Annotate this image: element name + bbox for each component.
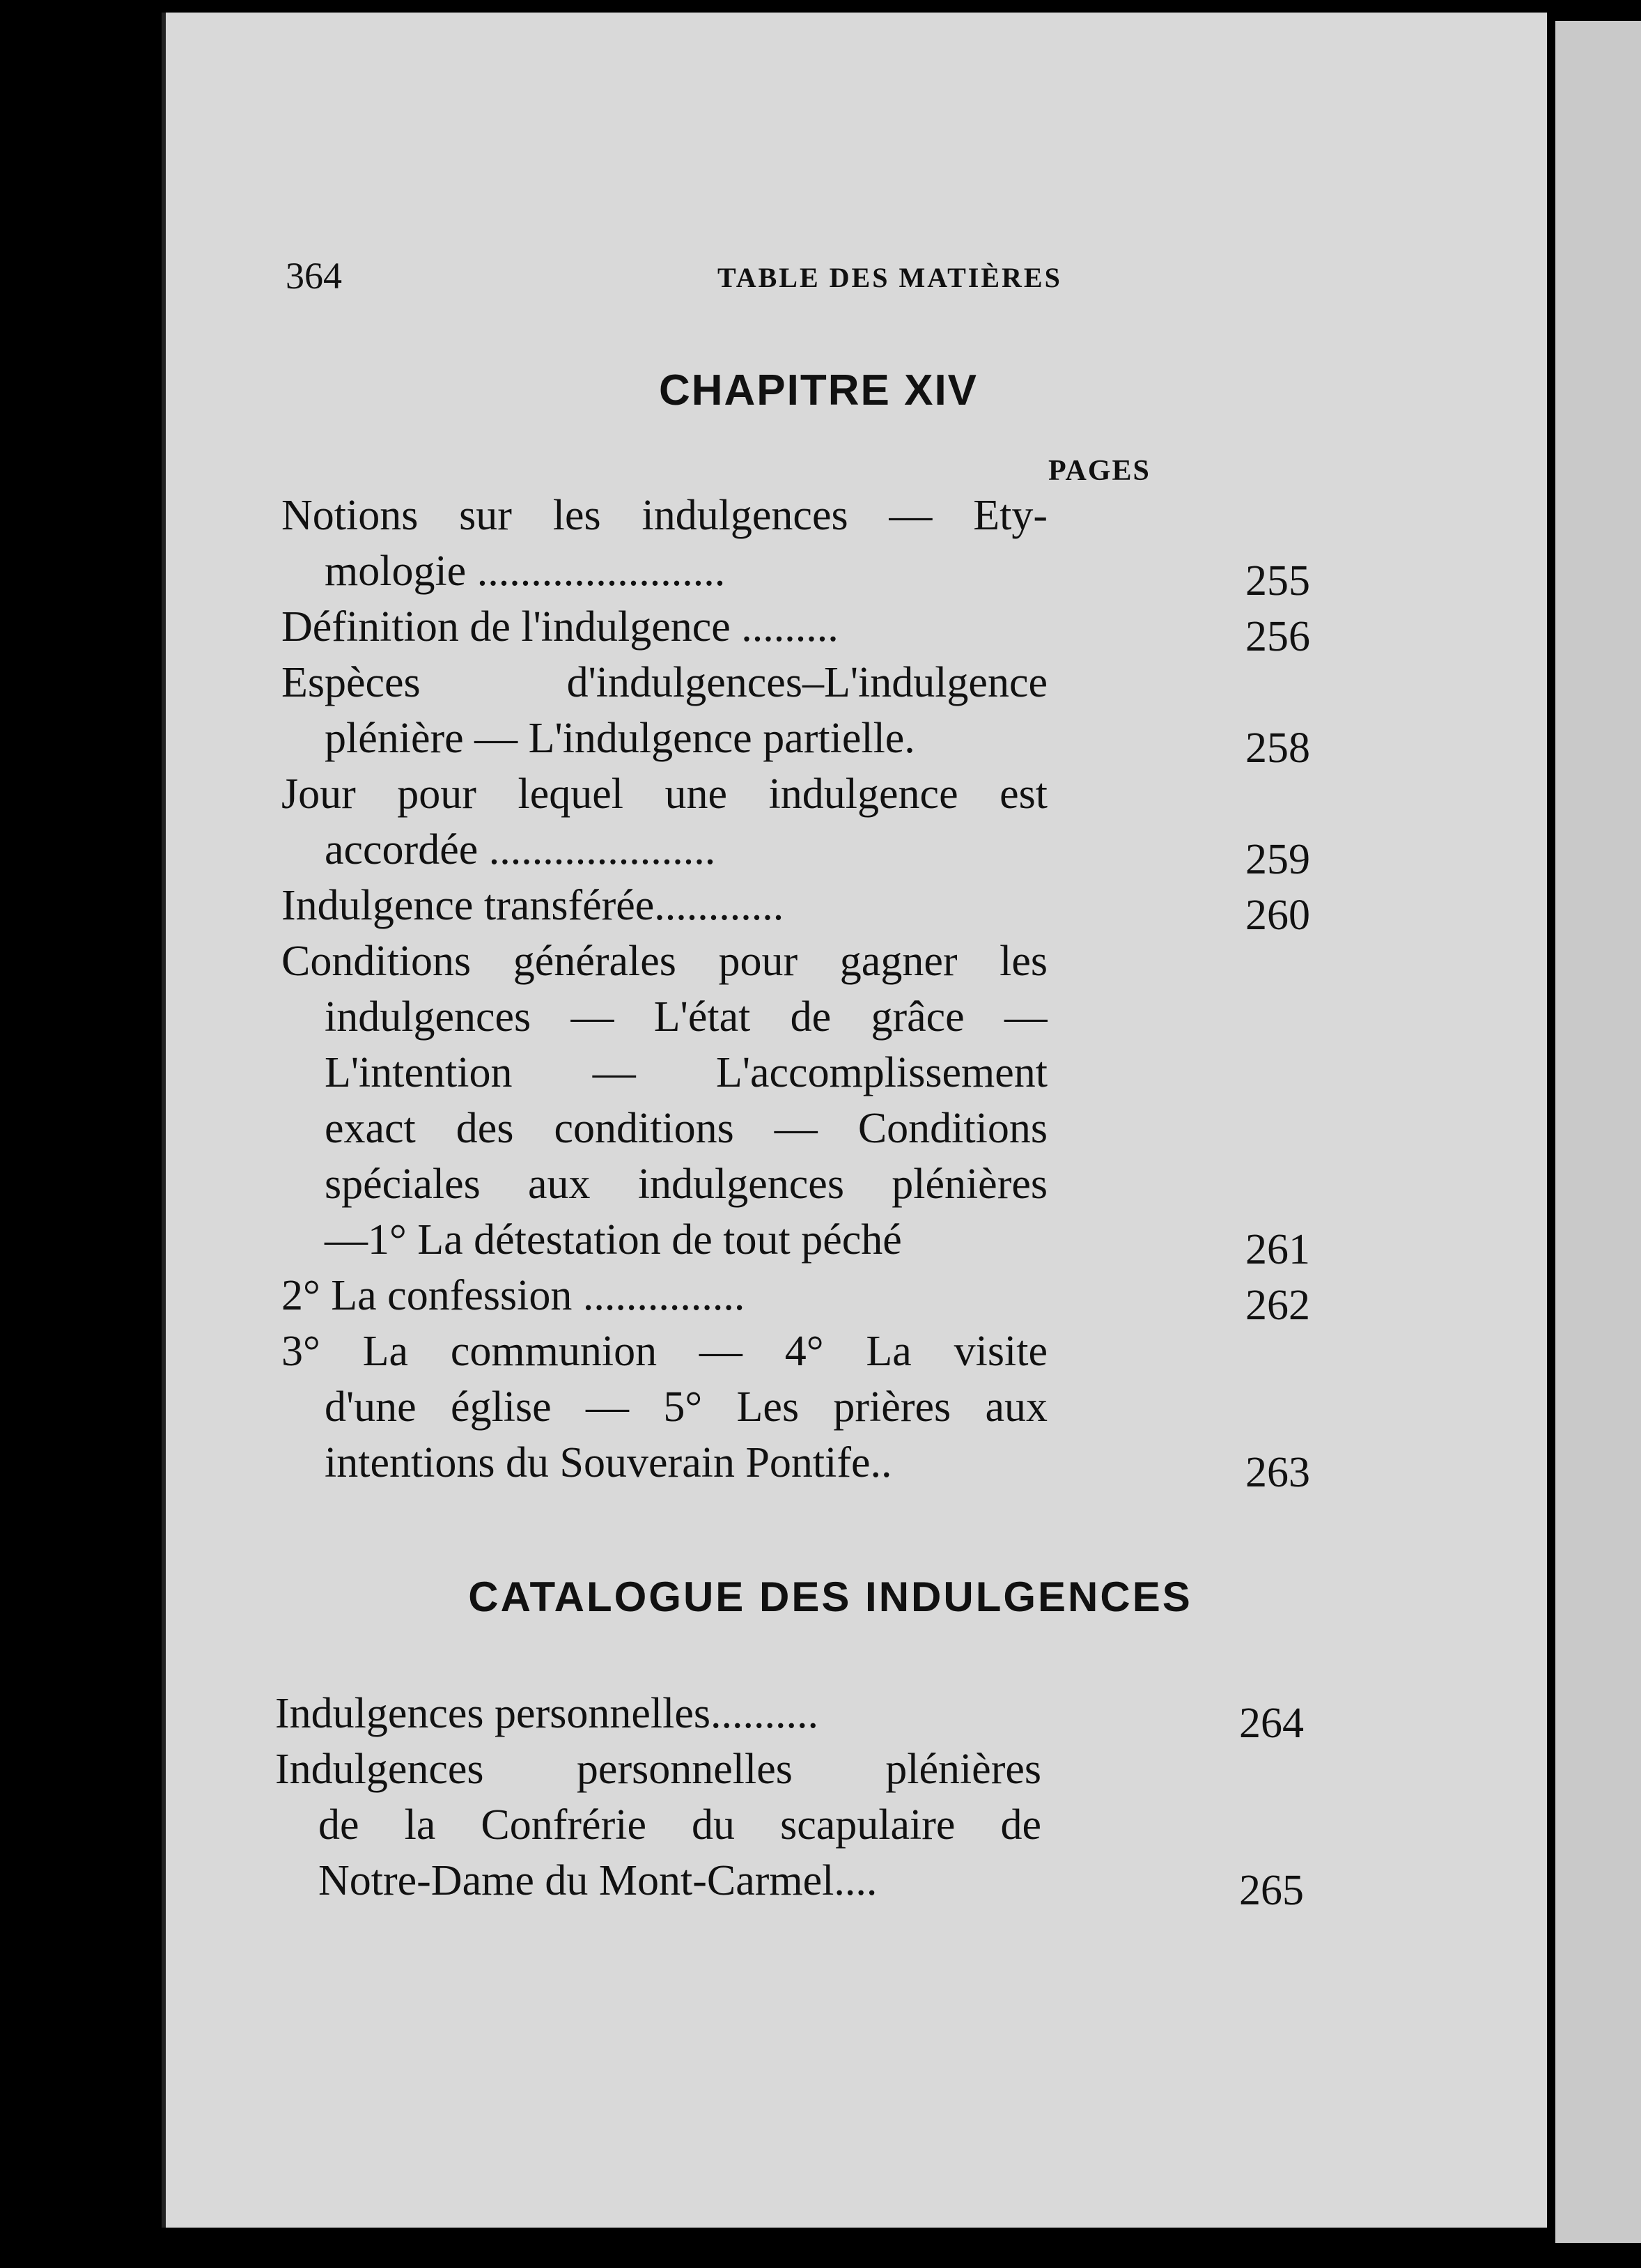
- toc-entry: [275, 1686, 1313, 1747]
- toc-entry-line: Indulgence transférée............: [281, 882, 784, 929]
- toc-page-number: 259: [1245, 836, 1310, 883]
- toc-entry-line: intentions du Souverain Pontife..: [325, 1439, 892, 1486]
- toc-entry-line: —1° La détestation de tout péché: [325, 1216, 902, 1264]
- toc-entry-line: exact des conditions — Conditions: [325, 1105, 1048, 1152]
- running-head: [286, 254, 1641, 296]
- toc-entry-line: Indulgences personnelles..........: [275, 1690, 818, 1737]
- toc-entry: [281, 766, 1319, 883]
- adjacent-page-edge: [1555, 21, 1641, 2243]
- running-title: TABLE DES MATIÈRES: [717, 262, 1062, 293]
- catalogue-toc: [275, 1686, 1313, 1914]
- toc-entry: [281, 933, 1319, 1273]
- toc-entry-line: mologie .......................: [325, 547, 726, 595]
- toc-entry-line: Indulgences personnelles plénières: [275, 1746, 1041, 1793]
- pages-column-label: PAGES: [1048, 455, 1151, 487]
- toc-entry-line: d'une église — 5° Les prières aux: [325, 1383, 1048, 1431]
- toc-page-number: 261: [1245, 1226, 1310, 1273]
- toc-page-number: 264: [1239, 1700, 1304, 1747]
- toc-entry-line: indulgences — L'état de grâce —: [325, 993, 1048, 1041]
- chapter-heading: CHAPITRE XIV: [658, 366, 979, 414]
- toc-entry: [281, 488, 1319, 605]
- toc-entry: [281, 1268, 1319, 1329]
- toc-entry-line: 2° La confession ...............: [281, 1272, 745, 1319]
- toc-entry: [281, 1323, 1319, 1496]
- toc-entry-line: Notions sur les indulgences — Ety-: [281, 492, 1048, 539]
- toc-entry-line: Définition de l'indulgence .........: [281, 603, 839, 651]
- page-number: 364: [286, 255, 342, 297]
- toc-entry-line: 3° La communion — 4° La visite: [281, 1328, 1048, 1375]
- chapter-toc: [281, 488, 1319, 1496]
- toc-entry-line: plénière — L'indulgence partielle.: [325, 715, 915, 762]
- toc-entry: [281, 655, 1319, 772]
- toc-entry-line: spéciales aux indulgences plénières: [325, 1160, 1048, 1208]
- catalogue-heading: CATALOGUE DES INDULGENCES: [468, 1574, 1192, 1620]
- toc-entry-line: de la Confrérie du scapulaire de: [318, 1801, 1041, 1849]
- toc-page-number: 258: [1245, 724, 1310, 772]
- toc-page-number: 263: [1245, 1449, 1310, 1496]
- toc-entry: [281, 878, 1319, 939]
- toc-page-number: 256: [1245, 613, 1310, 660]
- toc-entry-line: Conditions générales pour gagner les: [281, 938, 1048, 985]
- toc-entry-line: Espèces d'indulgences–L'indulgence: [281, 659, 1048, 706]
- toc-entry-line: L'intention — L'accomplissement: [325, 1049, 1048, 1096]
- toc-entry-line: Notre-Dame du Mont-Carmel....: [318, 1857, 878, 1904]
- toc-page-number: 265: [1239, 1867, 1304, 1914]
- toc-entry-line: accordée .....................: [325, 826, 716, 873]
- toc-entry: [275, 1741, 1313, 1914]
- toc-entry-line: Jour pour lequel une indulgence est: [281, 770, 1048, 818]
- toc-page-number: 255: [1245, 557, 1310, 605]
- toc-entry: [281, 599, 1319, 660]
- toc-page-number: 260: [1245, 892, 1310, 939]
- toc-page-number: 262: [1245, 1282, 1310, 1329]
